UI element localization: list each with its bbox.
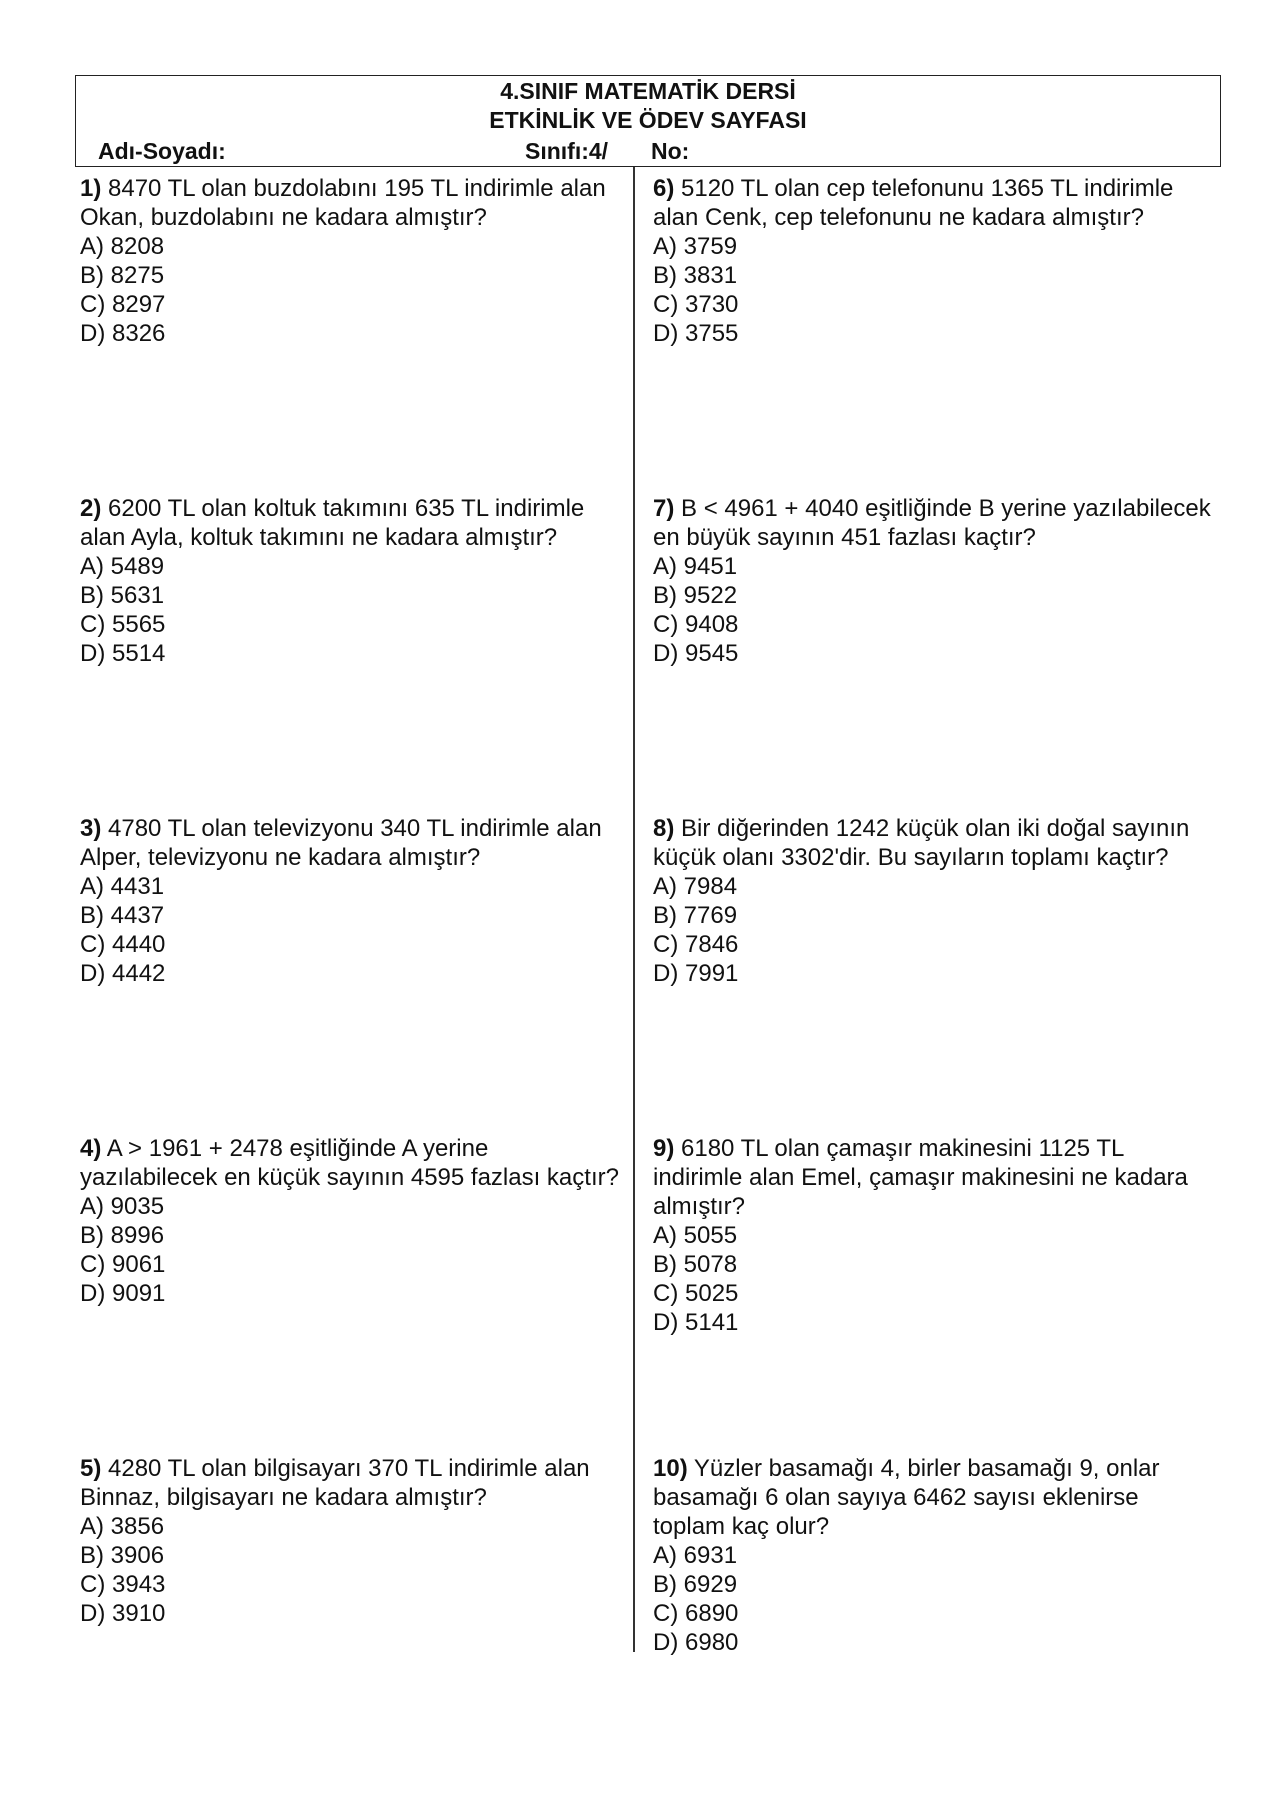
option-c: C) 6890 <box>653 1600 739 1627</box>
column-divider <box>633 167 635 1652</box>
option-b: B) 3831 <box>653 262 738 289</box>
question-number: 6) <box>653 175 675 202</box>
worksheet-header <box>75 75 1221 167</box>
question-text: 6200 TL olan koltuk takımını 635 TL indirimle alan Ayla, koltuk takımını ne kadara almıştır? <box>80 495 585 551</box>
option-a: A) 8208 <box>80 233 165 260</box>
option-c: C) 8297 <box>80 291 166 318</box>
question-text: 4780 TL olan televizyonu 340 TL indirimle alan Alper, televizyonu ne kadara almıştır? <box>80 815 602 871</box>
option-b: B) 8275 <box>80 262 165 289</box>
option-b: B) 5631 <box>80 582 165 609</box>
option-c: C) 4440 <box>80 931 166 958</box>
question-7 <box>653 494 1213 668</box>
question-number: 10) <box>653 1455 688 1482</box>
question-text: 6180 TL olan çamaşır makinesini 1125 TL indirimle alan Emel, çamaşır makinesini ne kadara almıştır? <box>653 1135 1188 1220</box>
option-a: A) 6931 <box>653 1542 738 1569</box>
option-c: C) 9408 <box>653 611 739 638</box>
question-number: 4) <box>80 1135 102 1162</box>
class-label: Sınıfı:4/ <box>525 138 609 164</box>
question-2 <box>80 494 625 668</box>
question-6 <box>653 174 1213 348</box>
student-number-label: No: <box>651 138 690 164</box>
option-d: D) 6980 <box>653 1629 739 1656</box>
option-d: D) 7991 <box>653 960 739 987</box>
question-text: Bir diğerinden 1242 küçük olan iki doğal sayının küçük olanı 3302'dir. Bu sayıların toplamı kaçtır? <box>653 815 1190 871</box>
option-c: C) 7846 <box>653 931 739 958</box>
question-10 <box>653 1454 1213 1657</box>
option-a: A) 9035 <box>80 1193 165 1220</box>
question-text: 4280 TL olan bilgisayarı 370 TL indirimle alan Binnaz, bilgisayarı ne kadara almıştır? <box>80 1455 590 1511</box>
option-b: B) 9522 <box>653 582 738 609</box>
question-number: 9) <box>653 1135 675 1162</box>
option-d: D) 4442 <box>80 960 166 987</box>
option-d: D) 9545 <box>653 640 739 667</box>
question-number: 7) <box>653 495 675 522</box>
option-d: D) 3910 <box>80 1600 166 1627</box>
question-5 <box>80 1454 625 1628</box>
option-d: D) 9091 <box>80 1280 166 1307</box>
question-3 <box>80 814 625 988</box>
question-number: 8) <box>653 815 675 842</box>
question-number: 1) <box>80 175 102 202</box>
option-d: D) 8326 <box>80 320 166 347</box>
option-a: A) 3759 <box>653 233 738 260</box>
option-d: D) 3755 <box>653 320 739 347</box>
question-number: 5) <box>80 1455 102 1482</box>
question-text: Yüzler basamağı 4, birler basamağı 9, onlar basamağı 6 olan sayıya 6462 sayısı eklenirse toplam kaç olur? <box>653 1455 1160 1540</box>
worksheet-title: 4.SINIF MATEMATİK DERSİ <box>500 78 796 104</box>
option-b: B) 7769 <box>653 902 738 929</box>
option-c: C) 9061 <box>80 1251 166 1278</box>
question-text: A > 1961 + 2478 eşitliğinde A yerine yazılabilecek en küçük sayının 4595 fazlası kaçtır? <box>80 1135 619 1191</box>
option-d: D) 5141 <box>653 1309 739 1336</box>
option-c: C) 5565 <box>80 611 166 638</box>
question-4 <box>80 1134 625 1308</box>
question-1 <box>80 174 625 348</box>
question-8 <box>653 814 1213 988</box>
question-9 <box>653 1134 1213 1337</box>
option-d: D) 5514 <box>80 640 166 667</box>
worksheet-subtitle: ETKİNLİK VE ÖDEV SAYFASI <box>489 107 807 133</box>
student-name-label: Adı-Soyadı: <box>98 138 226 164</box>
option-a: A) 5489 <box>80 553 165 580</box>
option-a: A) 5055 <box>653 1222 738 1249</box>
option-a: A) 9451 <box>653 553 738 580</box>
question-text: 5120 TL olan cep telefonunu 1365 TL indirimle alan Cenk, cep telefonunu ne kadara almıştır? <box>653 175 1174 231</box>
option-b: B) 5078 <box>653 1251 738 1278</box>
option-b: B) 6929 <box>653 1571 738 1598</box>
question-number: 3) <box>80 815 102 842</box>
question-text: 8470 TL olan buzdolabını 195 TL indirimle alan Okan, buzdolabını ne kadara almıştır? <box>80 175 606 231</box>
option-c: C) 3943 <box>80 1571 166 1598</box>
option-b: B) 8996 <box>80 1222 165 1249</box>
option-c: C) 5025 <box>653 1280 739 1307</box>
option-c: C) 3730 <box>653 291 739 318</box>
option-a: A) 4431 <box>80 873 165 900</box>
option-b: B) 3906 <box>80 1542 165 1569</box>
option-b: B) 4437 <box>80 902 165 929</box>
option-a: A) 7984 <box>653 873 738 900</box>
question-text: B < 4961 + 4040 eşitliğinde B yerine yazılabilecek en büyük sayının 451 fazlası kaçtır? <box>653 495 1211 551</box>
option-a: A) 3856 <box>80 1513 165 1540</box>
question-number: 2) <box>80 495 102 522</box>
